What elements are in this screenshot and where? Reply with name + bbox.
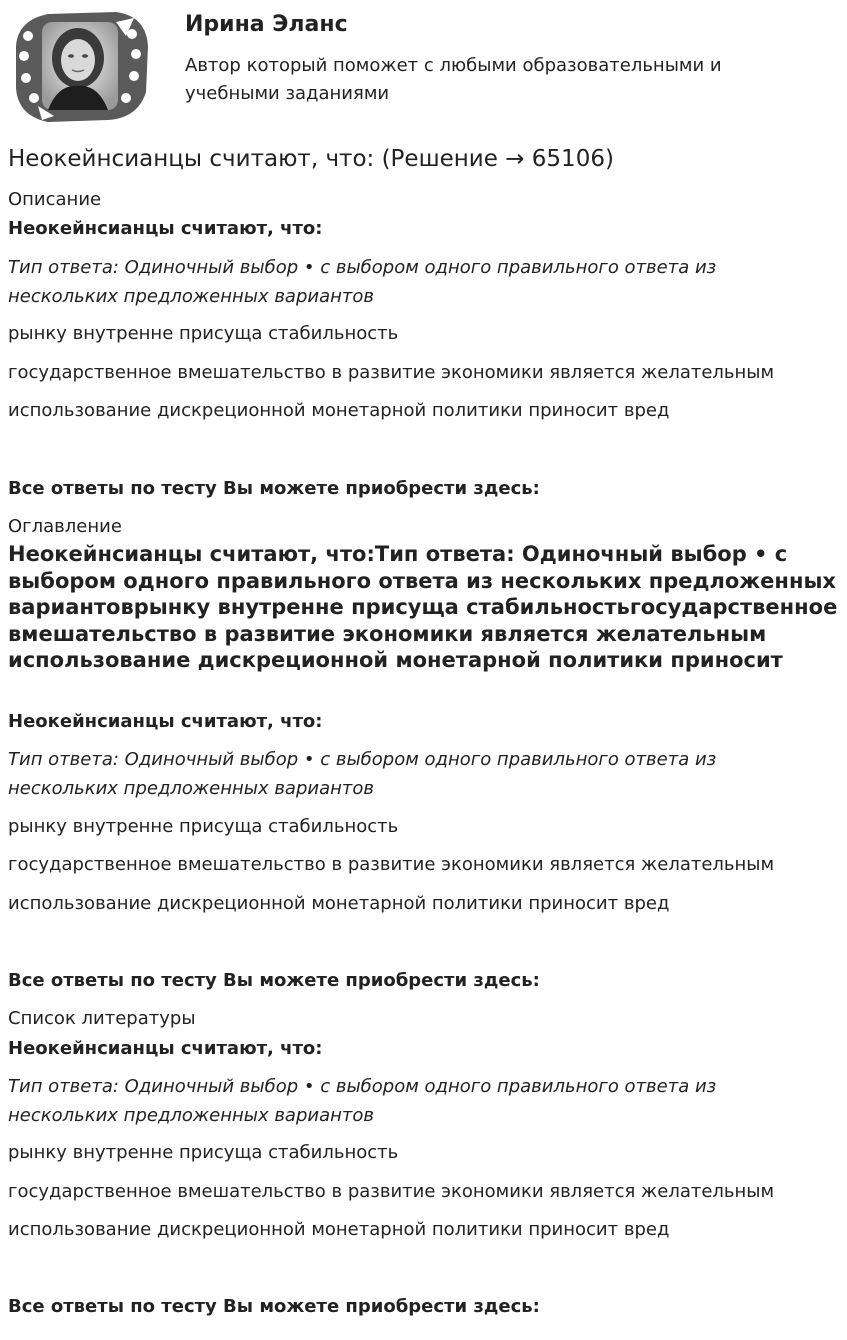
option-2: государственное вмешательство в развитие экономики является желательным — [8, 1181, 775, 1202]
page-title: Неокейнсианцы считают, что: (Решение → 65106) — [8, 146, 614, 172]
option-3: использование дискреционной монетарной политики приносит вред — [8, 893, 670, 914]
answer-type: Тип ответа: Одиночный выбор • с выбором одного правильного ответа из нескольких предложенных вариантов — [8, 749, 717, 799]
option-1: рынку внутренне присуща стабильность — [8, 816, 399, 837]
answer-type: Тип ответа: Одиночный выбор • с выбором одного правильного ответа из нескольких предложенных вариантов — [8, 1076, 717, 1126]
option-1: рынку внутренне присуща стабильность — [8, 323, 399, 344]
answer-type: Тип ответа: Одиночный выбор • с выбором одного правильного ответа из нескольких предложенных вариантов — [8, 257, 717, 307]
author-avatar — [8, 6, 152, 126]
buy-link[interactable]: Все ответы по тесту Вы можете приобрести здесь: — [8, 970, 540, 991]
section-label-description: Описание — [8, 189, 102, 210]
question-title: Неокейнсианцы считают, что: — [8, 218, 323, 239]
buy-link[interactable]: Все ответы по тесту Вы можете приобрести здесь: — [8, 478, 540, 499]
section-label-literature: Список литературы — [8, 1008, 196, 1029]
author-name[interactable]: Ирина Эланс — [185, 12, 348, 37]
option-3: использование дискреционной монетарной политики приносит вред — [8, 400, 670, 421]
buy-link[interactable]: Все ответы по тесту Вы можете приобрести здесь: — [8, 1296, 540, 1317]
section-label-toc: Оглавление — [8, 516, 122, 537]
author-description: Автор который поможет с любыми образовательными и учебными заданиями — [185, 55, 722, 104]
question-title: Неокейнсианцы считают, что: — [8, 711, 323, 732]
option-1: рынку внутренне присуща стабильность — [8, 1142, 399, 1163]
author-header — [8, 6, 838, 126]
toc-heading: Неокейнсианцы считают, что:Тип ответа: Одиночный выбор • с выбором одного правильного ответа из нескольких предложенных вариантоврынку внутренне присуща стабильностьгосударственное вмешательство в развитие экономики является желательным использование дискреционной монетарной политики приносит — [8, 542, 838, 673]
option-2: государственное вмешательство в развитие экономики является желательным — [8, 854, 775, 875]
option-2: государственное вмешательство в развитие экономики является желательным — [8, 362, 775, 383]
question-title: Неокейнсианцы считают, что: — [8, 1038, 323, 1059]
option-3: использование дискреционной монетарной политики приносит вред — [8, 1219, 670, 1240]
